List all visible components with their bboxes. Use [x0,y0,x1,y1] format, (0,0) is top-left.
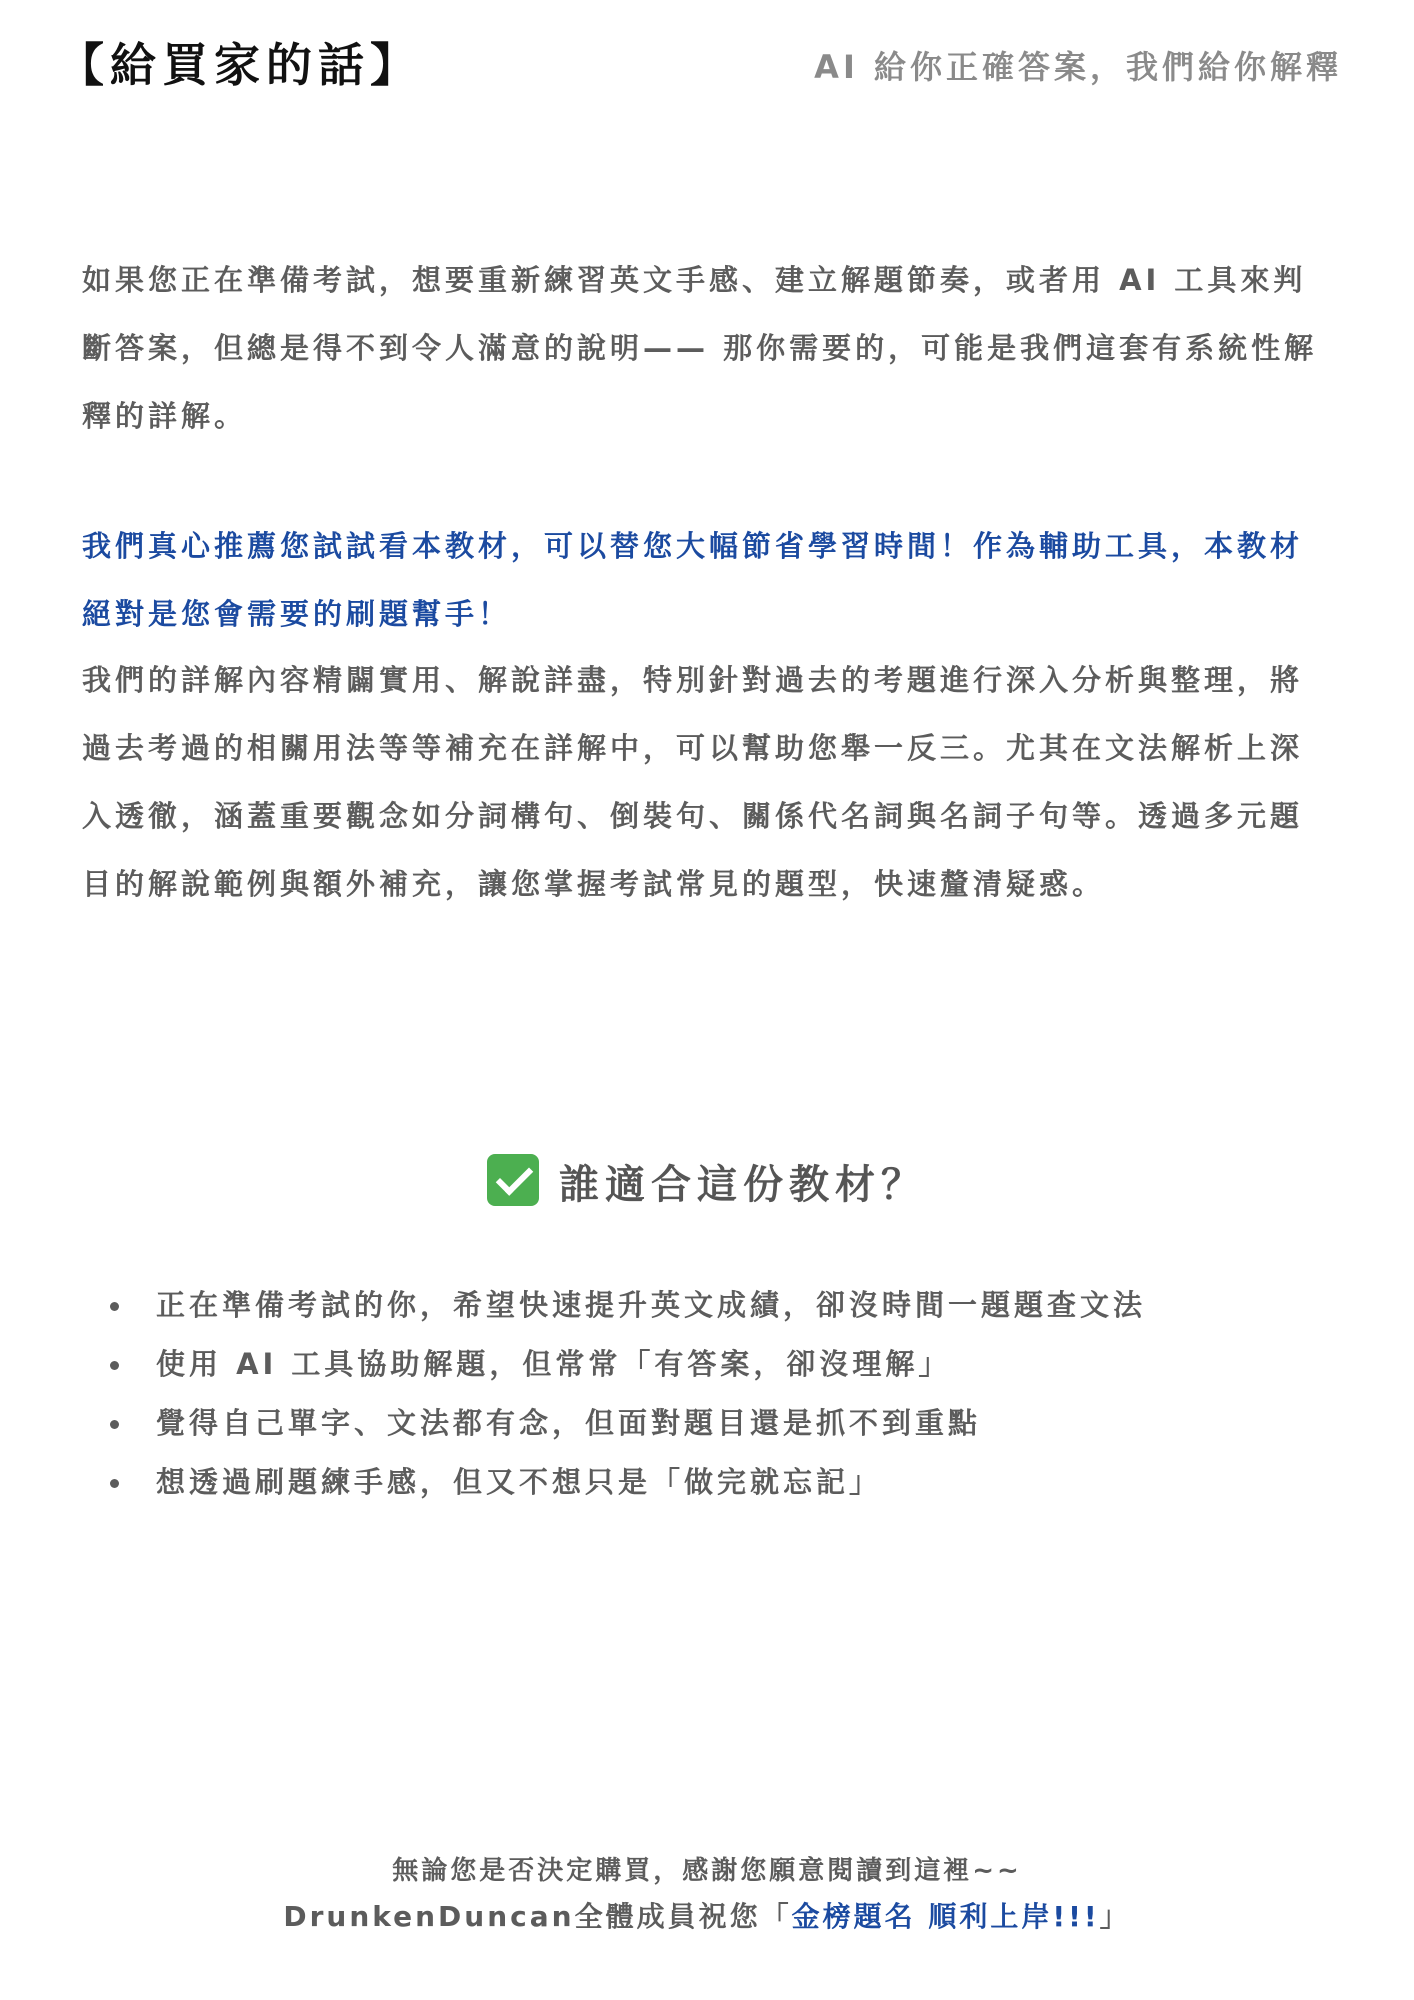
list-item-text: 正在準備考試的你，希望快速提升英文成績，卻沒時間一題題查文法 [156,1288,1147,1322]
check-mark-icon [487,1154,539,1206]
footer-wishes-suffix: 」 [1099,1900,1131,1933]
list-item-text: 使用 AI 工具協助解題，但常常「有答案，卻沒理解」 [156,1347,952,1381]
section-heading-text: 誰適合這份教材？ [559,1162,927,1208]
footer-wishes-highlight: 金榜題名 順利上岸!!! [791,1900,1100,1933]
footer-wishes-prefix: DrunkenDuncan全體成員祝您「 [283,1900,792,1933]
page-title: 【給買家的話】 [58,38,422,92]
list-item [110,1394,1360,1453]
highlight-paragraph: 我們真心推薦您試試看本教材，可以替您大幅節省學習時間！作為輔助工具，本教材絕對是您會需要的刷題幫手！ [82,529,1304,631]
bullet-icon [110,1420,119,1429]
list-item [110,1453,1360,1512]
list-item [110,1276,1360,1335]
bullet-icon [110,1479,119,1488]
section-heading [0,1150,1414,1220]
intro-paragraph: 如果您正在準備考試，想要重新練習英文手感、建立解題節奏，或者用 AI 工具來判斷答案，但總是得不到令人滿意的說明—— 那你需要的，可能是我們這套有系統性解釋的詳解。 [82,263,1318,433]
list-item-text: 想透過刷題練手感，但又不想只是「做完就忘記」 [156,1465,883,1499]
footer-wishes [0,1894,1414,1940]
header-tagline: AI 給你正確答案，我們給你解釋 [814,48,1342,86]
list-item [110,1335,1360,1394]
list-item-text: 覺得自己單字、文法都有念，但面對題目還是抓不到重點 [156,1406,982,1440]
detail-paragraph: 我們的詳解內容精闢實用、解說詳盡，特別針對過去的考題進行深入分析與整理，將過去考過的相關用法等等補充在詳解中，可以幫助您舉一反三。尤其在文法解析上深入透徹，涵蓋重要觀念如分詞構句、倒裝句、關係代名詞與名詞子句等。透過多元題目的解說範例與額外補充，讓您掌握考試常見的題型，快速釐清疑惑。 [82,663,1304,901]
audience-list [110,1276,1360,1512]
bullet-icon [110,1361,119,1370]
bullet-icon [110,1302,119,1311]
footer-thanks: 無論您是否決定購買，感謝您願意閱讀到這裡~~ [392,1856,1022,1886]
